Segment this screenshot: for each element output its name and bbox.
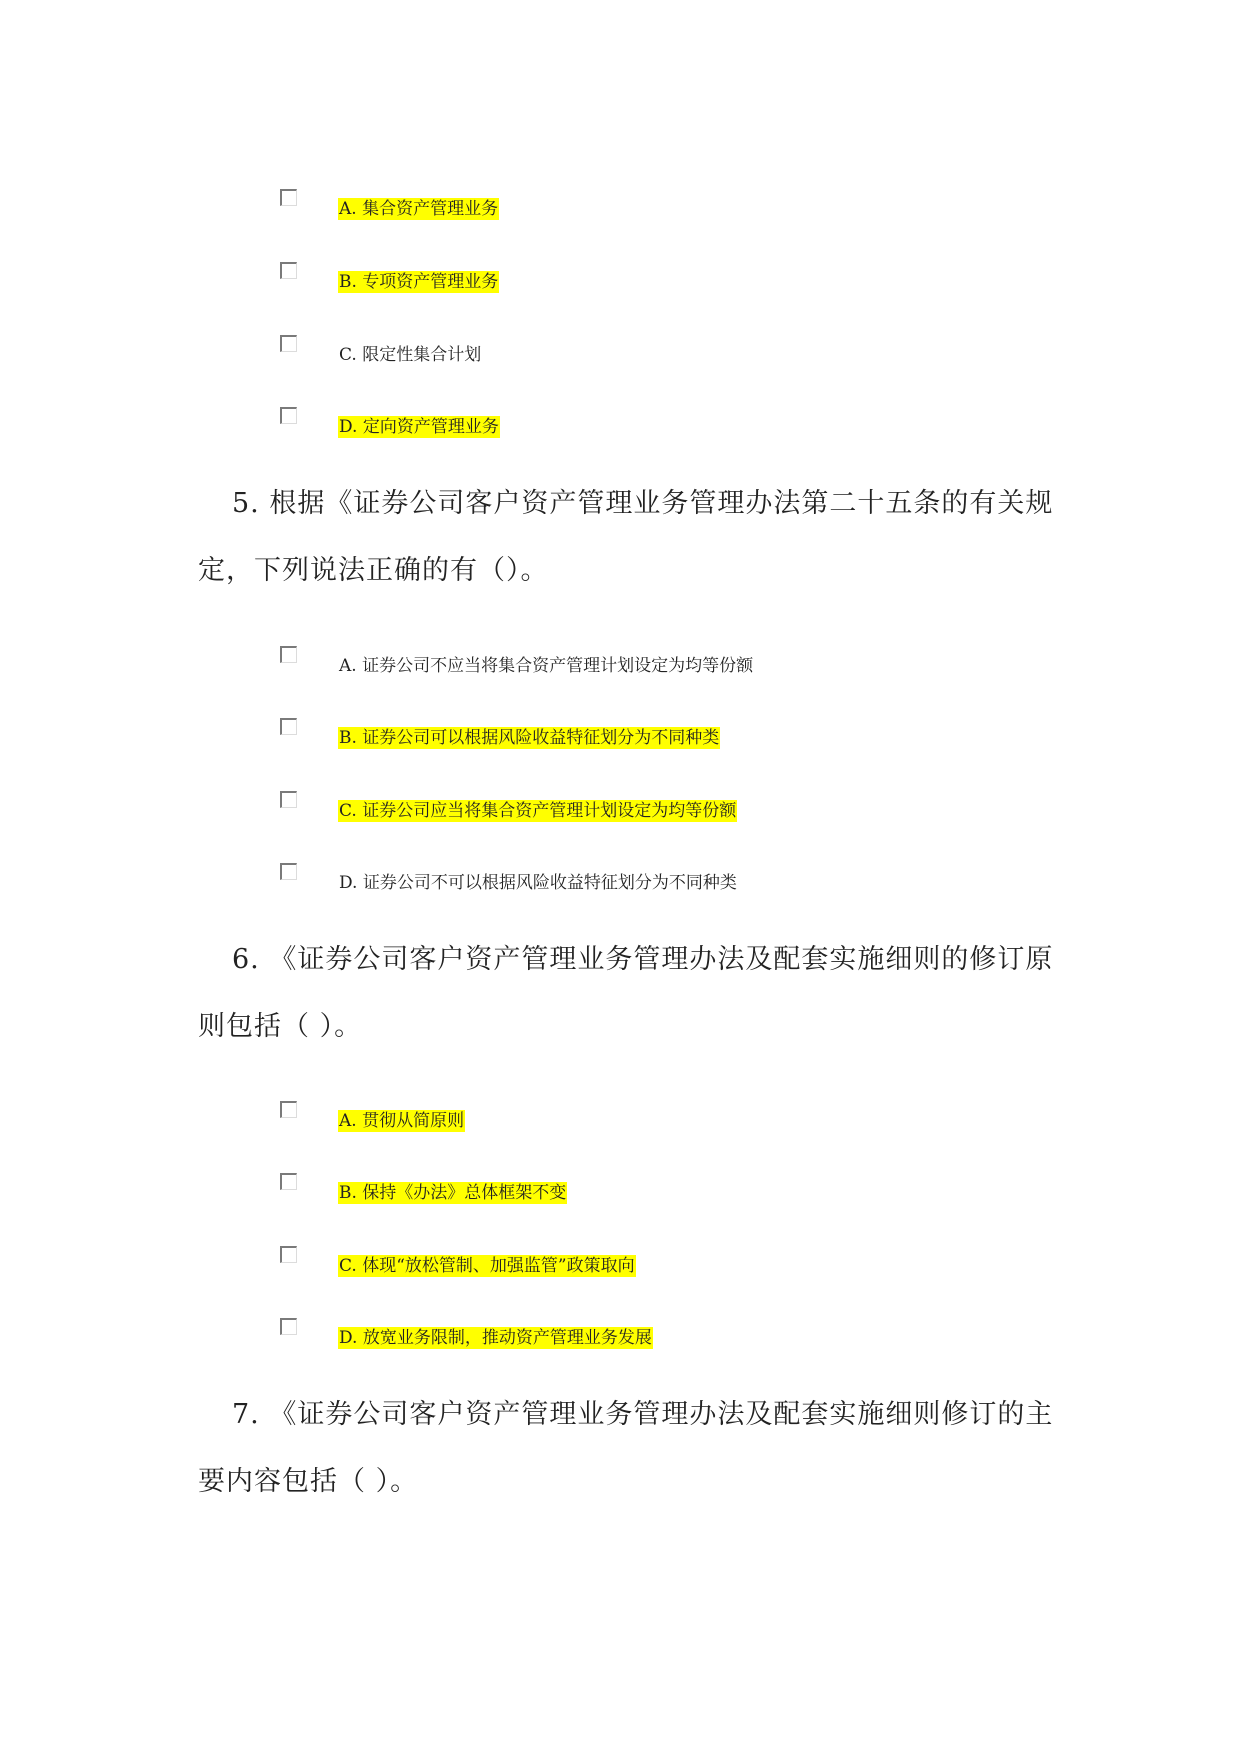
option-label: B. 保持《办法》总体框架不变: [339, 1183, 567, 1203]
checkbox[interactable]: [280, 1173, 297, 1190]
option-label: D. 定向资产管理业务: [339, 417, 499, 437]
checkbox[interactable]: [280, 646, 297, 663]
option-label: C. 体现“放松管制、加强监管”政策取向: [339, 1256, 635, 1276]
checkbox[interactable]: [280, 189, 297, 206]
question-6: [198, 926, 1058, 1060]
question-text: 6. 《证券公司客户资产管理业务管理办法及配套实施细则的修订原则包括（ ）。: [198, 944, 1054, 1042]
checkbox[interactable]: [280, 1318, 297, 1335]
option-label: A. 贯彻从简原则: [339, 1111, 465, 1131]
question-text: 5. 根据《证券公司客户资产管理业务管理办法第二十五条的有关规定，下列说法正确的有（）。: [198, 488, 1054, 586]
checkbox[interactable]: [280, 1101, 297, 1118]
option-label: B. 专项资产管理业务: [339, 272, 499, 292]
checkbox[interactable]: [280, 407, 297, 424]
question-7: [198, 1381, 1058, 1515]
question-5: [198, 470, 1058, 604]
checkbox[interactable]: [280, 262, 297, 279]
option-label: A. 集合资产管理业务: [339, 199, 499, 219]
option-label: D. 证券公司不可以根据风险收益特征划分为不同种类: [339, 873, 737, 893]
checkbox[interactable]: [280, 718, 297, 735]
checkbox[interactable]: [280, 335, 297, 352]
question-text: 7. 《证券公司客户资产管理业务管理办法及配套实施细则修订的主要内容包括（ ）。: [198, 1399, 1054, 1497]
option-label: A. 证券公司不应当将集合资产管理计划设定为均等份额: [339, 656, 754, 676]
checkbox[interactable]: [280, 863, 297, 880]
option-label: C. 限定性集合计划: [339, 345, 482, 365]
checkbox[interactable]: [280, 1246, 297, 1263]
option-label: C. 证券公司应当将集合资产管理计划设定为均等份额: [339, 801, 737, 821]
checkbox[interactable]: [280, 791, 297, 808]
option-label: B. 证券公司可以根据风险收益特征划分为不同种类: [339, 728, 720, 748]
option-label: D. 放宽业务限制，推动资产管理业务发展: [339, 1328, 652, 1348]
